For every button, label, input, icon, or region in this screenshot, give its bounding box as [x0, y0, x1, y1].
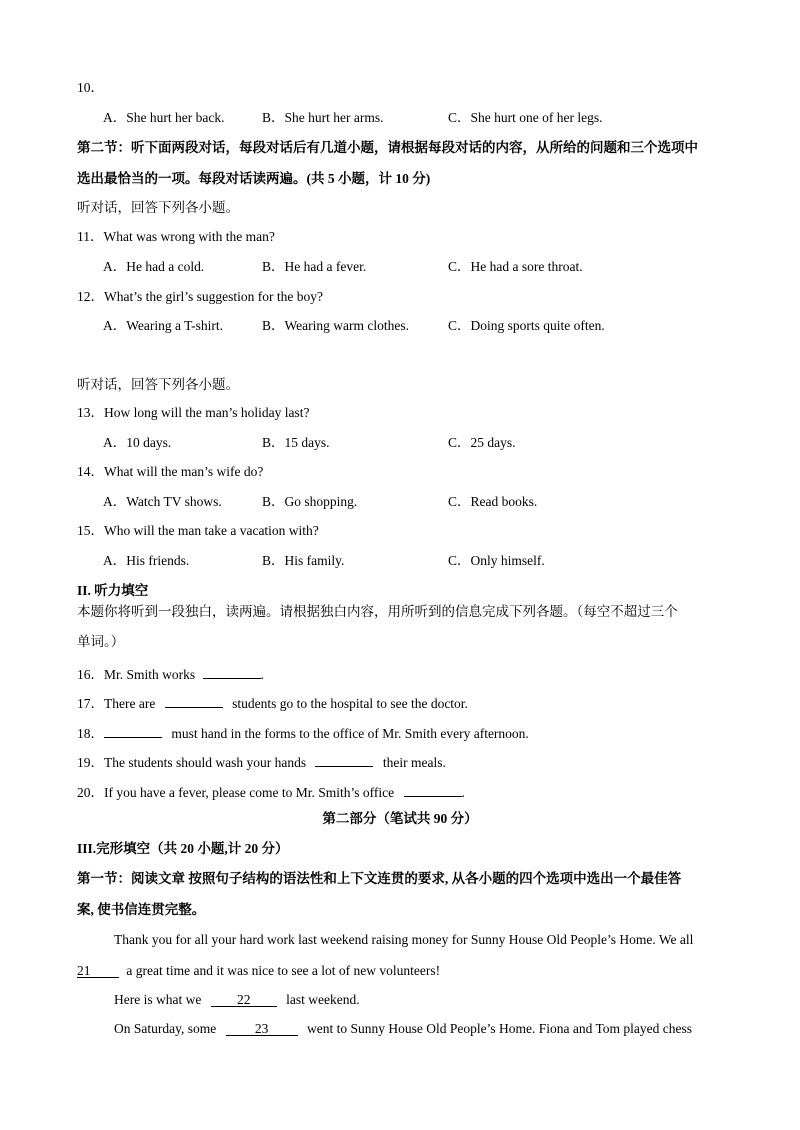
question-12-stem: 12．What’s the girl’s suggestion for the boy?: [77, 289, 323, 304]
part-two-title: 第二部分（笔试共 90 分）: [322, 811, 478, 826]
q14-option-b: B．Go shopping.: [262, 494, 358, 509]
q20-answer-blank[interactable]: [404, 781, 462, 797]
q16-text-after: .: [260, 667, 264, 682]
paragraph3-text-before: On Saturday, some: [114, 1021, 217, 1036]
q19-text-after: their meals.: [382, 755, 446, 770]
q18-answer-blank[interactable]: [104, 722, 162, 738]
q17-answer-blank[interactable]: [165, 692, 223, 708]
question-13-stem: 13．How long will the man’s holiday last?: [77, 405, 310, 420]
q15-option-b: B．His family.: [262, 553, 345, 568]
q15-option-a: A．His friends.: [103, 553, 190, 568]
q12-option-b: B．Wearing warm clothes.: [262, 318, 409, 333]
cloze-instruction-line2: 案, 使书信连贯完整。: [77, 902, 206, 917]
section-ii-heading: II. 听力填空: [77, 583, 149, 598]
section-iii-heading: III.完形填空（共 20 小题,计 20 分）: [77, 841, 289, 856]
q20-text-after: .: [461, 785, 465, 800]
paragraph1-line2-text: a great time and it was nice to see a lot of new volunteers!: [126, 963, 441, 978]
question-16: [77, 663, 264, 684]
section-ii-instruction-line2: 单词。）: [77, 634, 125, 649]
q13-option-a: A．10 days.: [103, 435, 172, 450]
q16-text-before: 16．Mr. Smith works: [77, 667, 196, 682]
letter-paragraph2: [114, 991, 360, 1009]
q19-text-before: 19．The students should wash your hands: [77, 755, 307, 770]
letter-paragraph1-line2: [77, 962, 440, 980]
q14-option-a: A．Watch TV shows.: [103, 494, 222, 509]
q17-text-before: 17．There are: [77, 696, 156, 711]
q18-text-before: 18．: [77, 726, 104, 741]
q12-option-a: A．Wearing a T-shirt.: [103, 318, 224, 333]
paragraph2-text-after: last weekend.: [286, 992, 360, 1007]
cloze-instruction-line1: 第一节：阅读文章 按照句子结构的语法性和上下文连贯的要求, 从各小题的四个选项中选出一个最佳答: [77, 871, 682, 886]
question-15-stem: 15．Who will the man take a vacation with?: [77, 523, 319, 538]
q20-text-before: 20．If you have a fever, please come to Mr. Smith’s office: [77, 785, 395, 800]
question-14-stem: 14．What will the man’s wife do?: [77, 464, 264, 479]
q18-text-after: must hand in the forms to the office of Mr. Smith every afternoon.: [171, 726, 529, 741]
paragraph2-text-before: Here is what we: [114, 992, 202, 1007]
section-ii-instruction-line1: 本题你将听到一段独白，读两遍。请根据独白内容，用所听到的信息完成下列各题。（每空不超过三个: [77, 604, 678, 619]
paragraph3-text-after: went to Sunny House Old People’s Home. Fiona and Tom played chess: [306, 1021, 692, 1036]
q11-option-c: C．He had a sore throat.: [448, 259, 583, 274]
dialogue1-prompt: 听对话，回答下列各小题。: [77, 200, 239, 215]
letter-paragraph3: [114, 1020, 692, 1038]
question-10-number: 10．: [77, 80, 104, 95]
q14-option-c: C．Read books.: [448, 494, 538, 509]
q19-answer-blank[interactable]: [315, 751, 373, 767]
q13-option-c: C．25 days.: [448, 435, 516, 450]
dialogue2-prompt: 听对话，回答下列各小题。: [77, 377, 239, 392]
question-18: [77, 722, 529, 743]
section2-instruction-line2: 选出最恰当的一项。每段对话读两遍。(共 5 小题，计 10 分): [77, 171, 431, 186]
q10-option-a: A．She hurt her back.: [103, 110, 225, 125]
q17-text-after: students go to the hospital to see the doctor.: [232, 696, 468, 711]
q13-option-b: B．15 days.: [262, 435, 330, 450]
question-20: [77, 781, 465, 802]
question-17: [77, 692, 468, 713]
question-11-stem: 11．What was wrong with the man?: [77, 229, 275, 244]
q11-option-a: A．He had a cold.: [103, 259, 205, 274]
question-19: [77, 751, 446, 772]
blank-23[interactable]: 23: [226, 1020, 298, 1036]
section2-instruction-line1: 第二节：听下面两段对话，每段对话后有几道小题，请根据每段对话的内容，从所给的问题和三个选项中: [77, 140, 698, 155]
q15-option-c: C．Only himself.: [448, 553, 545, 568]
q12-option-c: C．Doing sports quite often.: [448, 318, 605, 333]
blank-22[interactable]: 22: [211, 991, 277, 1007]
q10-option-b: B．She hurt her arms.: [262, 110, 384, 125]
blank-21[interactable]: 21: [77, 962, 119, 978]
q16-answer-blank[interactable]: [203, 663, 261, 679]
q10-option-c: C．She hurt one of her legs.: [448, 110, 603, 125]
letter-paragraph1-line1: Thank you for all your hard work last weekend raising money for Sunny House Old People’s Home. We all: [114, 932, 694, 947]
q11-option-b: B．He had a fever.: [262, 259, 367, 274]
